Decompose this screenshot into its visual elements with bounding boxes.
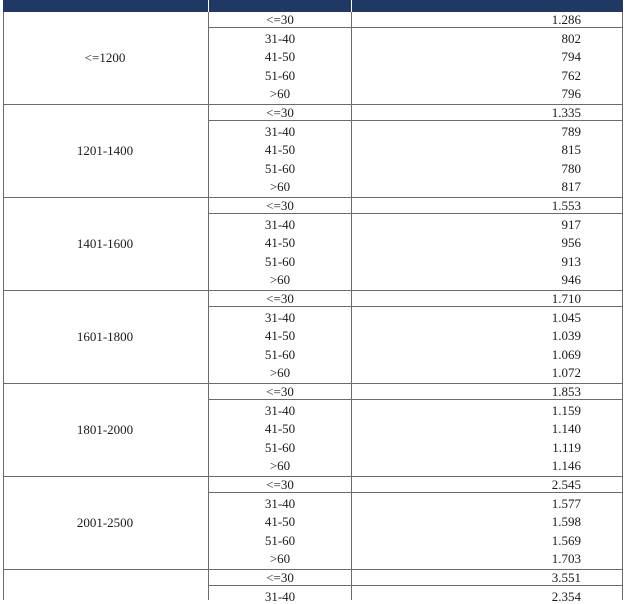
column-divider [622, 12, 623, 104]
table-group [3, 570, 623, 604]
column-divider [3, 291, 4, 383]
table-group [3, 198, 623, 291]
value-cell: 1.069 [551, 346, 581, 362]
age-group-cell: 31-40 [264, 495, 296, 511]
age-group-cell: >60 [269, 551, 291, 566]
row-separator [209, 306, 623, 307]
row-separator [209, 492, 623, 493]
value-cell: 1.119 [552, 439, 581, 455]
table-header-bar [3, 0, 623, 12]
table-group [3, 12, 623, 105]
row-separator [209, 27, 623, 28]
column-divider [3, 12, 4, 104]
age-group-cell: 51-60 [264, 160, 296, 176]
age-group-cell: >60 [269, 365, 291, 380]
age-group-cell: 31-40 [264, 588, 296, 604]
age-group-cell: 51-60 [264, 346, 296, 362]
value-cell: 780 [561, 160, 581, 176]
column-divider [3, 384, 4, 476]
age-group-cell: 51-60 [264, 67, 296, 83]
column-divider [622, 477, 623, 569]
header-separator [208, 0, 209, 12]
value-cell: 913 [561, 253, 581, 269]
income-range-label: 2001-2500 [76, 514, 134, 530]
row-separator [209, 213, 623, 214]
value-cell: 1.286 [551, 12, 581, 27]
column-divider [351, 198, 352, 290]
value-cell: 789 [561, 123, 581, 139]
value-cell: 1.710 [551, 291, 581, 306]
column-divider [351, 477, 352, 569]
column-divider [351, 105, 352, 197]
age-group-cell: 31-40 [264, 216, 296, 232]
value-cell: 1.853 [551, 384, 581, 399]
value-cell: 2.545 [551, 477, 581, 492]
age-group-cell: <=30 [266, 12, 294, 27]
age-group-cell: <=30 [266, 570, 294, 585]
age-group-cell: 51-60 [264, 532, 296, 548]
income-range-label: 1801-2000 [76, 421, 134, 437]
table-group [3, 291, 623, 384]
column-divider [351, 291, 352, 383]
income-range-label: <=1200 [84, 49, 126, 65]
age-group-cell: <=30 [266, 477, 294, 492]
row-separator [209, 399, 623, 400]
column-divider [3, 570, 4, 600]
value-cell: 1.569 [551, 532, 581, 548]
table-group [3, 477, 623, 570]
age-group-cell: >60 [269, 86, 291, 101]
age-group-cell: 51-60 [264, 439, 296, 455]
column-divider [3, 198, 4, 290]
age-group-cell: 41-50 [264, 49, 296, 64]
age-group-cell: 41-50 [264, 235, 296, 250]
value-cell: 1.598 [551, 514, 581, 529]
age-group-cell: 41-50 [264, 514, 296, 529]
column-divider [351, 12, 352, 104]
value-cell: 815 [561, 142, 581, 157]
age-group-cell: <=30 [266, 384, 294, 399]
row-separator [209, 120, 623, 121]
age-group-cell: 51-60 [264, 253, 296, 269]
age-group-cell: >60 [269, 272, 291, 287]
age-group-cell: 31-40 [264, 30, 296, 46]
age-group-cell: 41-50 [264, 421, 296, 436]
value-cell: 1.045 [551, 309, 581, 325]
column-divider [622, 198, 623, 290]
age-group-cell: <=30 [266, 105, 294, 120]
value-cell: 802 [561, 30, 581, 46]
row-separator [209, 585, 623, 586]
age-group-cell: 31-40 [264, 123, 296, 139]
age-group-cell: >60 [269, 458, 291, 473]
age-group-cell: >60 [269, 179, 291, 194]
column-divider [622, 291, 623, 383]
value-cell: 794 [561, 49, 581, 64]
value-cell: 796 [561, 86, 581, 101]
income-range-label: 1601-1800 [76, 328, 134, 344]
income-range-label: 1401-1600 [76, 235, 134, 251]
age-group-cell: 31-40 [264, 402, 296, 418]
age-group-cell: <=30 [266, 291, 294, 306]
column-divider [622, 384, 623, 476]
value-cell: 946 [561, 272, 581, 287]
value-cell: 762 [561, 67, 581, 83]
value-cell: 1.553 [551, 198, 581, 213]
column-divider [3, 105, 4, 197]
value-cell: 1.577 [551, 495, 581, 511]
age-group-cell: 31-40 [264, 309, 296, 325]
header-separator [351, 0, 352, 12]
table-group [3, 105, 623, 198]
value-cell: 1.140 [551, 421, 581, 436]
column-divider [3, 477, 4, 569]
income-range-label: 1201-1400 [76, 142, 134, 158]
age-group-cell: 41-50 [264, 142, 296, 157]
value-cell: 1.159 [551, 402, 581, 418]
value-cell: 1.039 [551, 328, 581, 343]
table-group [3, 384, 623, 477]
value-cell: 1.072 [551, 365, 581, 380]
value-cell: 956 [561, 235, 581, 250]
age-group-cell: 41-50 [264, 328, 296, 343]
value-cell: 2.354 [551, 588, 581, 604]
value-cell: 1.703 [551, 551, 581, 566]
column-divider [351, 384, 352, 476]
value-cell: 1.146 [551, 458, 581, 473]
age-group-cell: <=30 [266, 198, 294, 213]
value-cell: 917 [561, 216, 581, 232]
value-cell: 817 [561, 179, 581, 194]
value-cell: 3.551 [551, 570, 581, 585]
value-cell: 1.335 [551, 105, 581, 120]
column-divider [622, 105, 623, 197]
